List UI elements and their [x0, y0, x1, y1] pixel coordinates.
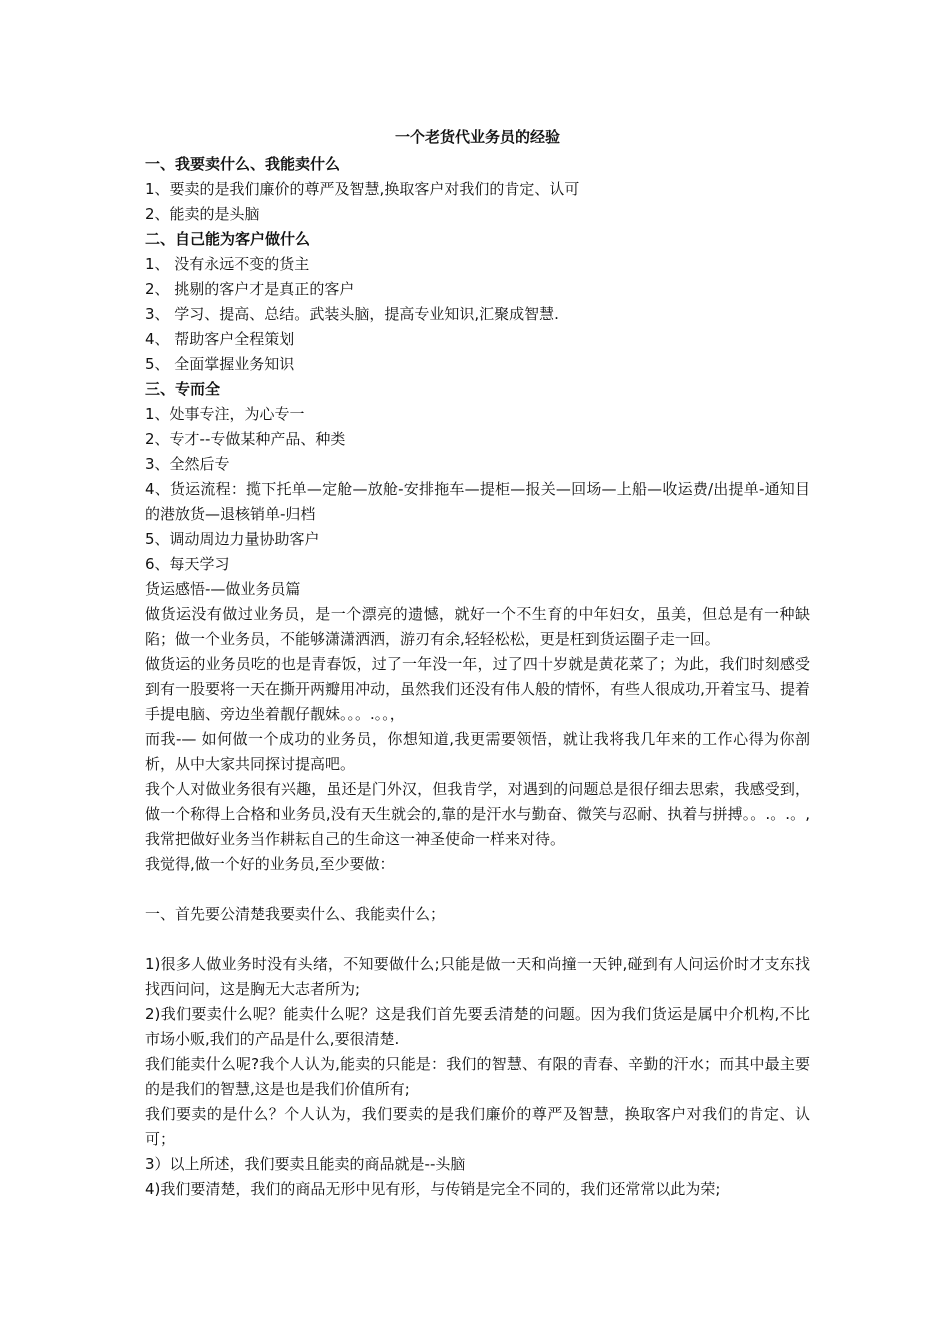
list-item: 4、货运流程：揽下托单—定舱—放舱-安排拖车—提柜—报关—回场—上船—收运费/出提单-通知目的港放货—退核销单-归档: [145, 480, 810, 523]
paragraph: 4)我们要清楚，我们的商品无形中见有形，与传销是完全不同的，我们还常常以此为荣;: [145, 1180, 721, 1198]
paragraph: 2)我们要卖什么呢？能卖什么呢？这是我们首先要丢清楚的问题。因为我们货运是属中介机构,不比市场小贩,我们的产品是什么,要很清楚.: [145, 1005, 810, 1048]
list-item: 2、 挑剔的客户才是真正的客户: [145, 280, 355, 298]
paragraph: 我们要卖的是什么？个人认为，我们要卖的是我们廉价的尊严及智慧，换取客户对我们的肯定、认可；: [145, 1105, 810, 1148]
list-item: 2、专才--专做某种产品、种类: [145, 430, 346, 448]
list-item: 2、能卖的是头脑: [145, 205, 260, 223]
document-page: [145, 122, 810, 1202]
paragraph: 做货运的业务员吃的也是青春饭，过了一年没一年，过了四十岁就是黄花菜了；为此，我们时刻感受到有一股要将一天在撕开两瓣用冲动，虽然我们还没有伟人般的情怀，有些人很成功,开着宝马、提着手提电脑、旁边坐着靓仔靓妹。。。.。。，: [145, 655, 810, 723]
paragraph: 1)很多人做业务时没有头绪，不知要做什么;只能是做一天和尚撞一天钟,碰到有人问运价时才支东找找西问问，这是胸无大志者所为;: [145, 955, 810, 998]
paragraph: 而我-— 如何做一个成功的业务员，你想知道,我更需要领悟，就让我将我几年来的工作心得为你剖析，从中大家共同探讨提高吧。: [145, 730, 810, 773]
list-item: 1、处事专注，为心专一: [145, 405, 305, 423]
list-item: 5、 全面掌握业务知识: [145, 355, 295, 373]
list-item: 3、全然后专: [145, 455, 230, 473]
list-item: 3、 学习、提高、总结。武装头脑，提高专业知识,汇聚成智慧.: [145, 305, 559, 323]
list-item: 1、要卖的是我们廉价的尊严及智慧,换取客户对我们的肯定、认可: [145, 180, 580, 198]
list-item: 6、每天学习: [145, 555, 230, 573]
section-heading-3: 三、专而全: [145, 380, 221, 398]
section-heading-2: 二、自己能为客户做什么: [145, 230, 311, 248]
paragraph: 我觉得,做一个好的业务员,至少要做：: [145, 855, 395, 873]
list-item: 4、 帮助客户全程策划: [145, 330, 295, 348]
document-title: 一个老货代业务员的经验: [394, 128, 560, 146]
paragraph: 做货运没有做过业务员，是一个漂亮的遗憾，就好一个不生育的中年妇女，虽美，但总是有一种缺陷；做一个业务员，不能够潇潇洒洒，游刃有余,轻轻松松，更是枉到货运圈子走一回。: [145, 605, 810, 648]
paragraph: 3）以上所述，我们要卖且能卖的商品就是--头脑: [145, 1155, 466, 1173]
blank-line: [145, 927, 810, 952]
section-heading-1: 一、我要卖什么、我能卖什么: [145, 155, 341, 173]
essay-title: 货运感悟-—做业务员篇: [145, 580, 301, 598]
list-item: 1、 没有永远不变的货主: [145, 255, 310, 273]
paragraph: 我个人对做业务很有兴趣，虽还是门外汉，但我肯学，对遇到的问题总是很仔细去思索，我感受到，做一个称得上合格和业务员,没有天生就会的,靠的是汗水与勤奋、微笑与忍耐、执着与拼搏。。.。.。,我常把做好业务当作耕耘自己的生命这一神圣使命一样来对待。: [145, 780, 810, 848]
blank-line: [145, 877, 810, 902]
list-item: 5、调动周边力量协助客户: [145, 530, 320, 548]
paragraph: 我们能卖什么呢?我个人认为,能卖的只能是：我们的智慧、有限的青春、辛勤的汗水；而其中最主要的是我们的智慧,这是也是我们价值所有;: [145, 1055, 810, 1098]
section-one-heading: 一、首先要公清楚我要卖什么、我能卖什么；: [145, 905, 446, 923]
